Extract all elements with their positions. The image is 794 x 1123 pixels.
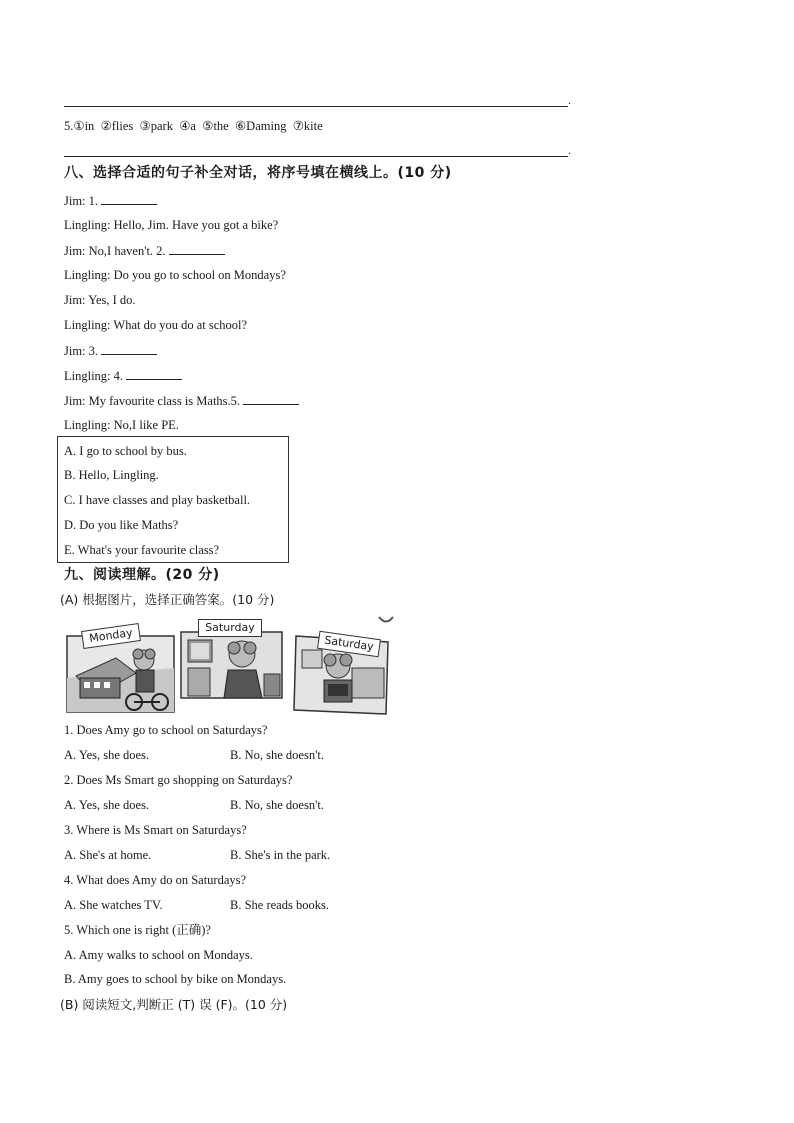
choice-a[interactable]: A. She watches TV. (64, 898, 163, 912)
dialogue-line: Jim: 1. (64, 192, 157, 209)
dialogue-line: Jim: 3. (64, 342, 157, 359)
part-b-instruction: (B) 阅读短文,判断正 (T) 误 (F)。(10 分) (60, 997, 288, 1012)
choice-b[interactable]: B. She's in the park. (230, 848, 331, 862)
choice-a[interactable]: A. She's at home. (64, 848, 152, 862)
section-9-title: 九、阅读理解。(20 分) (64, 567, 220, 583)
answer-blank[interactable] (126, 367, 182, 380)
question: 4. What does Amy do on Saturdays? (64, 873, 247, 887)
answer-line (64, 106, 568, 107)
section-8-title: 八、选择合适的句子补全对话，将序号填在横线上。(10 分) (64, 165, 452, 181)
answer-blank[interactable] (243, 392, 299, 405)
question: 5. Which one is right (正确)? (64, 923, 211, 937)
choice-a[interactable]: A. Yes, she does. (64, 748, 150, 762)
q5-word: ⑤the (202, 119, 229, 133)
question: 1. Does Amy go to school on Saturdays? (64, 723, 268, 737)
answer-blank[interactable] (101, 342, 157, 355)
dialogue-line: Jim: No,I haven't. 2. (64, 242, 225, 259)
day-sign: Saturday (198, 619, 262, 637)
q5-word-list (64, 118, 323, 134)
dialogue-line: Lingling: What do you do at school? (64, 318, 248, 332)
day-sign: Saturday (317, 631, 381, 657)
dialogue-line: Jim: My favourite class is Maths.5. (64, 392, 299, 409)
corner-ornament (378, 616, 394, 624)
q5-word: ①in (73, 119, 95, 133)
dialogue-line: Lingling: Hello, Jim. Have you got a bike? (64, 218, 279, 232)
choice-a[interactable]: A. Amy walks to school on Mondays. (64, 948, 253, 962)
question: 2. Does Ms Smart go shopping on Saturdays? (64, 773, 293, 787)
q5-word: ②flies (100, 119, 134, 133)
dialogue-line: Lingling: 4. (64, 367, 182, 384)
choice-b[interactable]: B. Amy goes to school by bike on Mondays. (64, 972, 287, 986)
dialogue-line: Lingling: No,I like PE. (64, 418, 179, 432)
question: 3. Where is Ms Smart on Saturdays? (64, 823, 247, 837)
q5-label: 5. (64, 119, 74, 133)
choice-b[interactable]: B. No, she doesn't. (230, 798, 324, 812)
choice-b[interactable]: B. No, she doesn't. (230, 748, 324, 762)
dialogue-line: Lingling: Do you go to school on Mondays? (64, 268, 286, 282)
q5-word: ⑦kite (292, 119, 323, 133)
option-b: B. Hello, Lingling. (64, 468, 159, 482)
choice-b[interactable]: B. She reads books. (230, 898, 329, 912)
q5-word: ③park (139, 119, 173, 133)
line-end-dot: . (568, 143, 571, 157)
part-a-instruction: (A) 根据图片，选择正确答案。(10 分) (60, 592, 275, 607)
dialogue-line: Jim: Yes, I do. (64, 293, 136, 307)
answer-blank[interactable] (169, 242, 225, 255)
answer-line (64, 156, 568, 157)
option-d: D. Do you like Maths? (64, 518, 179, 532)
line-end-dot: . (568, 93, 571, 107)
q5-word: ④a (179, 119, 196, 133)
day-sign: Monday (81, 623, 141, 649)
q5-word: ⑥Daming (234, 119, 287, 133)
option-e: E. What's your favourite class? (64, 543, 220, 557)
answer-blank[interactable] (101, 192, 157, 205)
option-a: A. I go to school by bus. (64, 444, 187, 458)
choice-a[interactable]: A. Yes, she does. (64, 798, 150, 812)
option-c: C. I have classes and play basketball. (64, 493, 251, 507)
